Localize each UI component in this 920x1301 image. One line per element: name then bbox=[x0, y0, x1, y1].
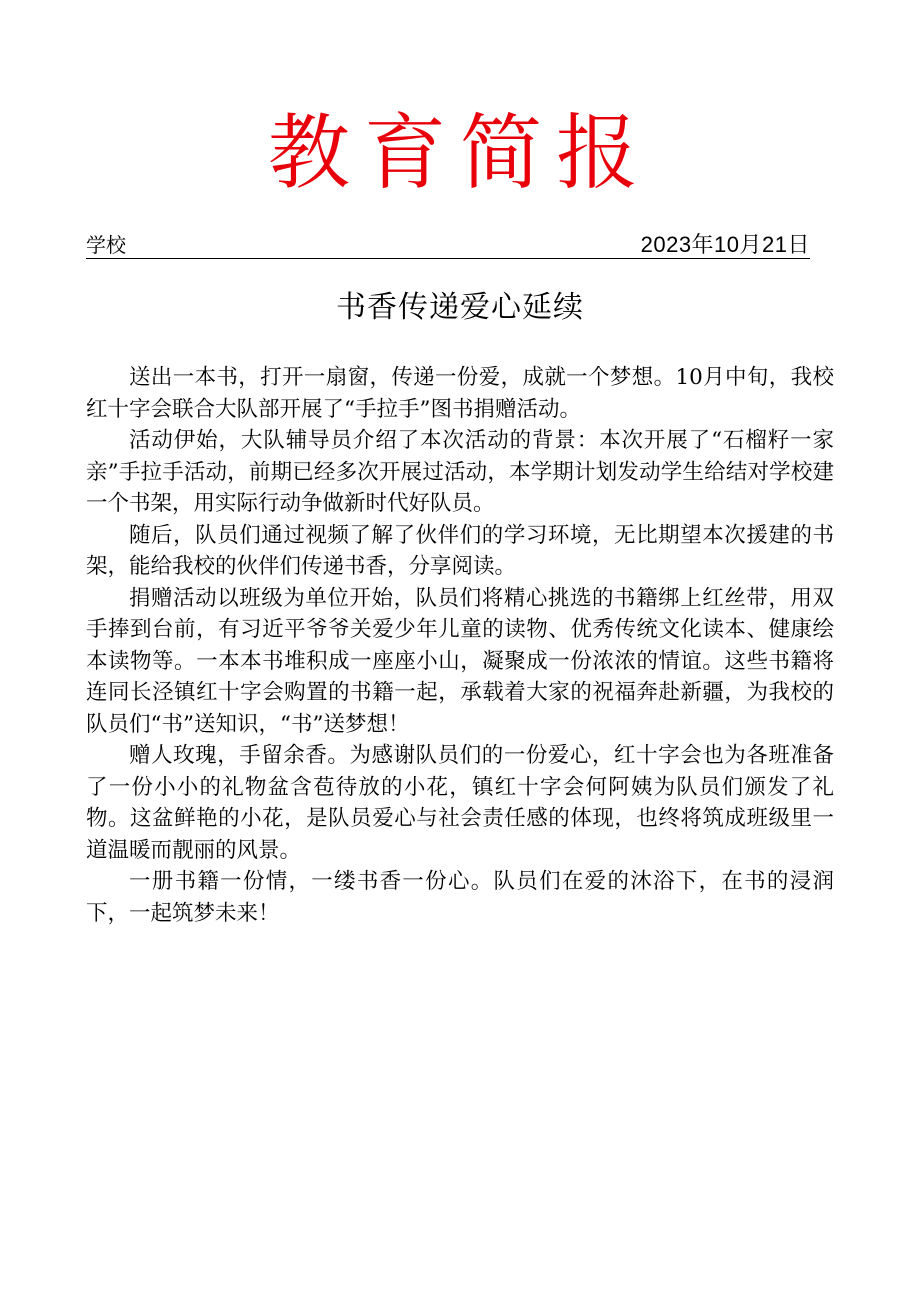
article-body bbox=[86, 362, 834, 929]
paragraph: 一册书籍一份情，一缕书香一份心。队员们在爱的沐浴下，在书的浸润下，一起筑梦未来！ bbox=[86, 869, 834, 926]
school-label: 学校 bbox=[86, 233, 126, 257]
masthead-title: 教育简报 bbox=[267, 106, 652, 201]
article-title: 书香传递爱心延续 bbox=[336, 290, 584, 325]
paragraph: 随后，队员们通过视频了解了伙伴们的学习环境，无比期望本次援建的书架，能给我校的伙伴们传递书香，分享阅读。 bbox=[86, 522, 834, 579]
paragraph: 送出一本书，打开一扇窗，传递一份爱，成就一个梦想。10月中旬，我校红十字会联合大队部开展了“手拉手”图书捐赠活动。 bbox=[86, 365, 834, 422]
paragraph: 活动伊始，大队辅导员介绍了本次活动的背景：本次开展了“石榴籽一家亲”手拉手活动，前期已经多次开展过活动，本学期计划发动学生给结对学校建一个书架，用实际行动争做新时代好队员。 bbox=[86, 428, 834, 516]
info-line bbox=[86, 228, 810, 259]
issue-date: 2023年10月21日 bbox=[640, 232, 810, 257]
paragraph: 捐赠活动以班级为单位开始，队员们将精心挑选的书籍绑上红丝带，用双手捧到台前，有习近平爷爷关爱少年儿童的读物、优秀传统文化读本、健康绘本读物等。一本本书堆积成一座座小山，凝聚成一份浓浓的情谊。这些书籍将连同长泾镇红十字会购置的书籍一起，承载着大家的祝福奔赴新疆，为我校的队员们“书”送知识，“书”送梦想！ bbox=[86, 585, 834, 737]
paragraph: 赠人玫瑰，手留余香。为感谢队员们的一份爱心，红十字会也为各班准备了一份小小的礼物盆含苞待放的小花，镇红十字会何阿姨为队员们颁发了礼物。这盆鲜艳的小花，是队员爱心与社会责任感的体现，也终将筑成班级里一道温暖而靓丽的风景。 bbox=[86, 743, 834, 863]
